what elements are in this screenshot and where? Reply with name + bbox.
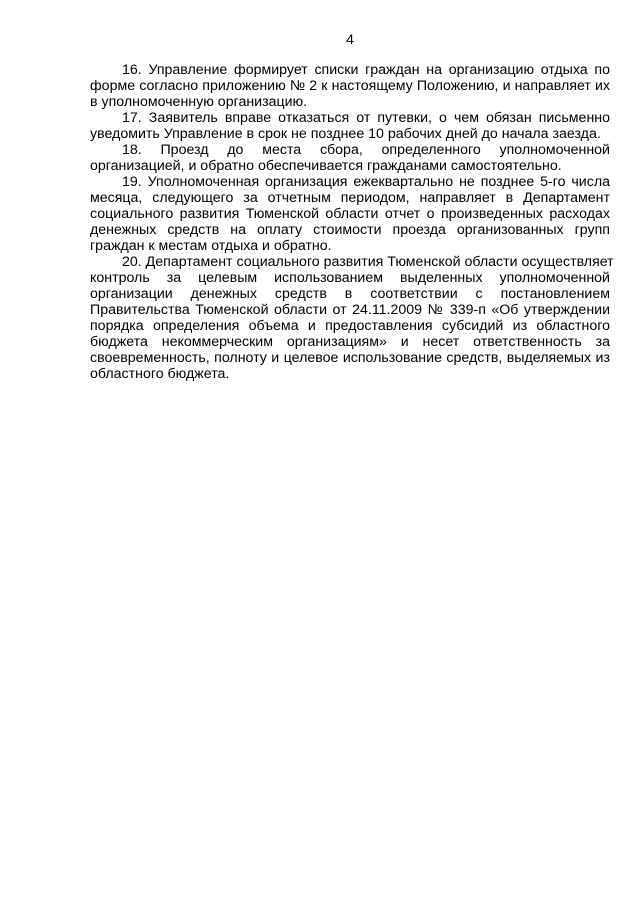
- paragraph-line: контроль за целевым использованием выделенных уполномоченной: [90, 270, 610, 286]
- paragraph-line: порядка определения объема и предоставления субсидий из областного: [90, 318, 610, 334]
- paragraph: [90, 254, 614, 382]
- paragraph-line: в уполномоченную организацию.: [90, 94, 308, 110]
- paragraph-line: месяца, следующего за отчетным периодом, направляет в Департамент: [90, 190, 610, 206]
- paragraph-line: своевременность, полноту и целевое использование средств, выделяемых из: [90, 350, 610, 366]
- paragraph-line: 17. Заявитель вправе отказаться от путевки, о чем обязан письменно: [122, 110, 610, 126]
- paragraph-line: 18. Проезд до места сбора, определенного уполномоченной: [122, 142, 610, 158]
- paragraph-line: форме согласно приложению № 2 к настоящему Положению, и направляет их: [90, 78, 610, 94]
- paragraph-line: Правительства Тюменской области от 24.11.2009 № 339-п «Об утверждении: [90, 302, 610, 318]
- page-number: 4: [346, 31, 354, 47]
- paragraph: [90, 142, 610, 174]
- paragraph-line: денежных средств на оплату стоимости проезда организованных групп: [90, 222, 610, 238]
- paragraph: [90, 62, 610, 110]
- paragraph-line: областного бюджета.: [90, 366, 230, 382]
- paragraph-line: уведомить Управление в срок не позднее 10 рабочих дней до начала заезда.: [90, 126, 601, 142]
- paragraph: [90, 110, 610, 142]
- paragraph-line: бюджета некоммерческим организациям» и несет ответственность за: [90, 334, 610, 350]
- paragraph-line: организацией, и обратно обеспечивается гражданами самостоятельно.: [90, 158, 562, 174]
- paragraph: [90, 174, 610, 254]
- document-body: [90, 62, 614, 382]
- paragraph-line: 16. Управление формирует списки граждан на организацию отдыха по: [122, 62, 610, 78]
- paragraph-line: организации денежных средств в соответствии с постановлением: [90, 286, 610, 302]
- paragraph-line: граждан к местам отдыха и обратно.: [90, 238, 332, 254]
- paragraph-line: 20. Департамент социального развития Тюменской области осуществляет: [122, 254, 614, 270]
- paragraph-line: социального развития Тюменской области отчет о произведенных расходах: [90, 206, 610, 222]
- paragraph-line: 19. Уполномоченная организация ежеквартально не позднее 5-го числа: [122, 174, 610, 190]
